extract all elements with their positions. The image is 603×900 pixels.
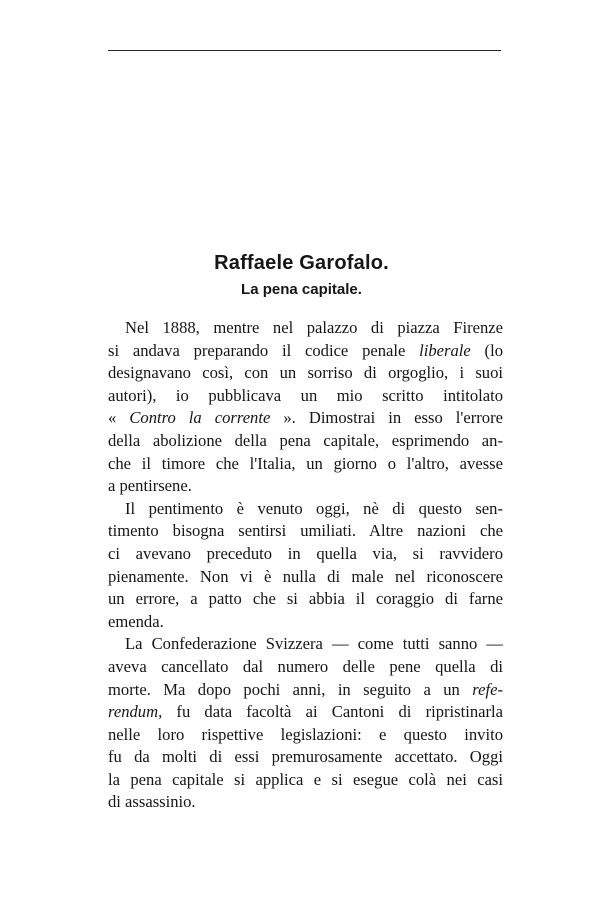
text-segment: fu da molti di essi premurosamente accettato. Oggi	[108, 747, 503, 767]
text-segment: che il timore che l'Italia, un giorno o l'altro, avesse	[108, 453, 503, 473]
italic-text: liberale	[419, 340, 471, 360]
chapter-subtitle: La pena capitale.	[241, 281, 362, 298]
text-segment: (lo	[470, 340, 503, 360]
text-line	[108, 746, 503, 769]
text-segment: a pentirsene.	[108, 476, 192, 496]
text-line	[108, 633, 503, 656]
text-segment: aveva cancellato dal numero delle pene quella di	[108, 656, 503, 676]
paragraph	[108, 498, 503, 634]
text-segment: «	[108, 408, 130, 428]
text-line	[108, 385, 503, 408]
text-line	[108, 588, 503, 611]
text-segment: un errore, a patto che si abbia il coraggio di farne	[108, 589, 503, 609]
text-line	[108, 701, 503, 724]
text-line	[108, 543, 503, 566]
header-rule	[108, 50, 501, 51]
text-segment: nelle loro rispettive legislazioni: e questo invito	[108, 724, 503, 744]
text-segment: emenda.	[108, 611, 164, 631]
text-line	[108, 566, 503, 589]
italic-text: refe-	[472, 679, 503, 699]
text-line	[108, 362, 503, 385]
text-segment: si andava preparando il codice penale	[108, 340, 420, 360]
text-segment: Nel 1888, mentre nel palazzo di piazza Firenze	[125, 318, 503, 337]
text-segment: timento bisogna sentirsi umiliati. Altre nazioni che	[108, 521, 503, 541]
paragraph	[108, 317, 503, 498]
text-segment: Il pentimento è venuto oggi, nè di questo sen-	[125, 498, 503, 518]
text-line	[108, 724, 503, 747]
text-segment: morte. Ma dopo pochi anni, in seguito a un	[108, 679, 473, 699]
text-line	[108, 679, 503, 702]
text-line	[108, 453, 503, 476]
italic-text: rendum,	[108, 702, 163, 722]
text-segment: la pena capitale si applica e si esegue colà nei casi	[108, 769, 503, 789]
text-segment: autori), io pubblicava un mio scritto intitolato	[108, 385, 503, 405]
text-line	[108, 520, 503, 543]
text-segment: designavano così, con un sorriso di orgoglio, i suoi	[108, 363, 503, 383]
text-line	[108, 407, 503, 430]
text-line	[108, 340, 503, 363]
paragraph	[108, 633, 503, 814]
text-line	[108, 656, 503, 679]
chapter-title: Raffaele Garofalo.	[214, 252, 389, 274]
text-line	[108, 791, 503, 814]
body-text	[108, 317, 503, 814]
italic-text: Contro la corrente	[129, 408, 271, 428]
text-segment: di assassinio.	[108, 792, 196, 812]
text-segment: ». Dimostrai in esso l'errore	[270, 408, 503, 428]
text-segment: La Confederazione Svizzera — come tutti sanno —	[125, 634, 503, 654]
text-segment: ci avevano preceduto in quella via, si ravvidero	[108, 543, 503, 563]
text-line	[108, 317, 503, 340]
text-line	[108, 430, 503, 453]
text-line	[108, 475, 503, 498]
text-segment: della abolizione della pena capitale, esprimendo an-	[108, 430, 503, 450]
text-segment: fu data facoltà ai Cantoni di ripristinarla	[162, 702, 503, 722]
text-line	[108, 769, 503, 792]
text-line	[108, 498, 503, 521]
text-segment: pienamente. Non vi è nulla di male nel riconoscere	[108, 566, 503, 586]
text-line	[108, 611, 503, 634]
